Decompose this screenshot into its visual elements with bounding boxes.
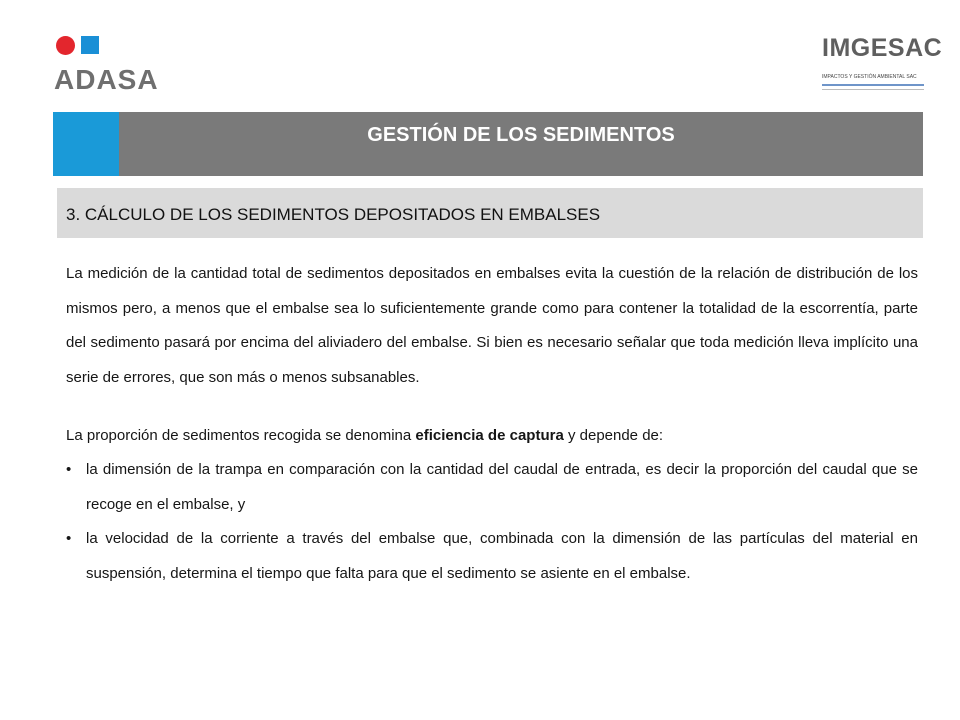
section-header [57, 188, 923, 238]
paragraph-capture-text-after: y depende de: [563, 427, 664, 444]
imgesac-logo [818, 34, 943, 94]
bullet-icon: • [66, 530, 72, 547]
list-item-text: la velocidad de la corriente a través del embalse que, combinada con la dimensión de las partículas del material en suspensión, determina el tiempo que falta para que el sedimento se asiente en el embalse. [86, 530, 918, 582]
capture-efficiency-term: eficiencia de captura [415, 427, 564, 444]
adasa-blue-square-icon [81, 36, 99, 54]
section-title: 3. CÁLCULO DE LOS SEDIMENTOS DEPOSITADOS EN EMBALSES [66, 205, 601, 224]
adasa-red-dot-icon [56, 36, 75, 55]
paragraph-capture-efficiency [66, 419, 918, 453]
imgesac-logo-underline-secondary [822, 89, 924, 90]
list-item [66, 522, 918, 591]
page-title: GESTIÓN DE LOS SEDIMENTOS [367, 124, 675, 146]
imgesac-logo-underline [822, 84, 924, 86]
title-accent-block [53, 112, 119, 176]
imgesac-logo-text: IMGESAC [822, 34, 943, 62]
paragraph-intro: La medición de la cantidad total de sedimentos depositados en embalses evita la cuestión de la relación de distribución de los mismos pero, a menos que el embalse sea lo suficientemente grande como para contener la totalidad de la escorrentía, parte del sedimento pasará por encima del aliviadero del embalse. Si bien es necesario señalar que toda medición lleva implícito una serie de errores, que son más o menos subsanables. [66, 265, 918, 386]
dependency-list [66, 453, 918, 591]
list-item [66, 453, 918, 522]
imgesac-logo-subtitle: IMPACTOS Y GESTIÓN AMBIENTAL SAC [822, 74, 917, 80]
list-item-text: la dimensión de la trampa en comparación con la cantidad del caudal de entrada, es decir la proporción del caudal que se recoge en el embalse, y [86, 461, 918, 513]
body-content [66, 257, 918, 591]
title-bar [53, 112, 923, 176]
bullet-icon: • [66, 461, 72, 478]
adasa-logo-text: ADASA [54, 64, 159, 95]
paragraph-capture-text-before: La proporción de sedimentos recogida se denomina [66, 427, 416, 444]
